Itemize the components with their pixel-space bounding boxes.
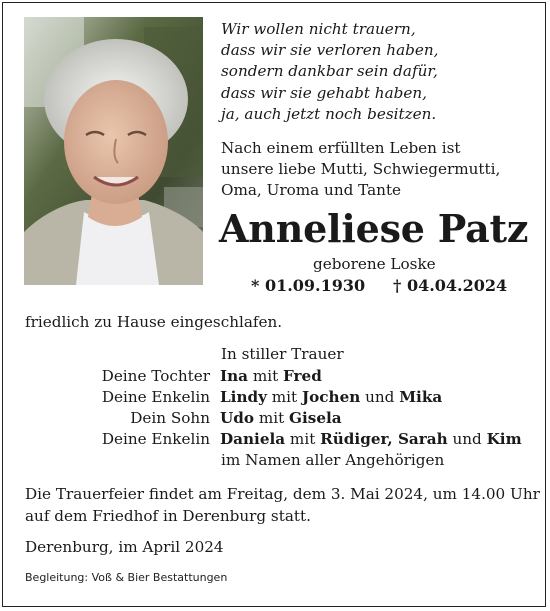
family-member-name: Kim <box>486 430 522 448</box>
family-connector: und <box>447 430 487 448</box>
family-connector: und <box>360 388 400 406</box>
family-member-name: Fred <box>283 367 322 385</box>
family-connector: mit <box>248 367 284 385</box>
deceased-name: Anneliese Patz <box>219 206 529 251</box>
family-member-name: Gisela <box>289 409 342 427</box>
funeral-info: Die Trauerfeier findet am Freitag, dem 3. Mai 2024, um 14.00 Uhr auf dem Friedhof in Derenburg statt. <box>25 485 540 525</box>
family-member-name: Udo <box>220 409 254 427</box>
poem: Wir wollen nicht trauern, dass wir sie verloren haben, sondern dankbar sein dafür, dass wir sie gehabt haben, ja, auch jetzt noch besitzen. <box>221 20 439 123</box>
family-row <box>0 366 550 387</box>
family-member-name: Jochen <box>301 388 361 406</box>
family-names <box>220 366 322 387</box>
all-relatives: im Namen aller Angehörigen <box>221 451 445 469</box>
family-member-name: Rüdiger, Sarah <box>320 430 448 448</box>
family-member-name: Lindy <box>220 388 267 406</box>
portrait-photo <box>24 17 203 285</box>
family-names <box>220 408 342 429</box>
family-row <box>0 408 550 429</box>
family-connector: mit <box>285 430 321 448</box>
family-member-name: Daniela <box>220 430 286 448</box>
family-connector: mit <box>266 388 302 406</box>
place-date: Derenburg, im April 2024 <box>25 538 224 556</box>
mourning-intro: In stiller Trauer <box>221 345 344 363</box>
birth-date: * 01.09.1930 <box>251 276 366 295</box>
family-relation: Dein Sohn <box>130 409 210 427</box>
family-relation: Deine Tochter <box>101 367 210 385</box>
passing-text: friedlich zu Hause eingeschlafen. <box>25 313 283 331</box>
family-names <box>220 429 522 450</box>
death-date: † 04.04.2024 <box>393 276 508 295</box>
family-member-name: Ina <box>220 367 248 385</box>
family-row <box>0 429 550 450</box>
family-relation: Deine Enkelin <box>101 388 210 406</box>
family-relation: Deine Enkelin <box>101 430 210 448</box>
family-names <box>220 387 442 408</box>
family-list <box>0 366 550 450</box>
intro-text: Nach einem erfüllten Leben ist unsere liebe Mutti, Schwiegermutti, Oma, Uroma und Tante <box>221 139 501 200</box>
family-row <box>0 387 550 408</box>
family-connector: mit <box>254 409 290 427</box>
family-member-name: Mika <box>399 388 443 406</box>
maiden-name: geborene Loske <box>313 255 436 273</box>
undertaker: Begleitung: Voß & Bier Bestattungen <box>25 571 228 584</box>
